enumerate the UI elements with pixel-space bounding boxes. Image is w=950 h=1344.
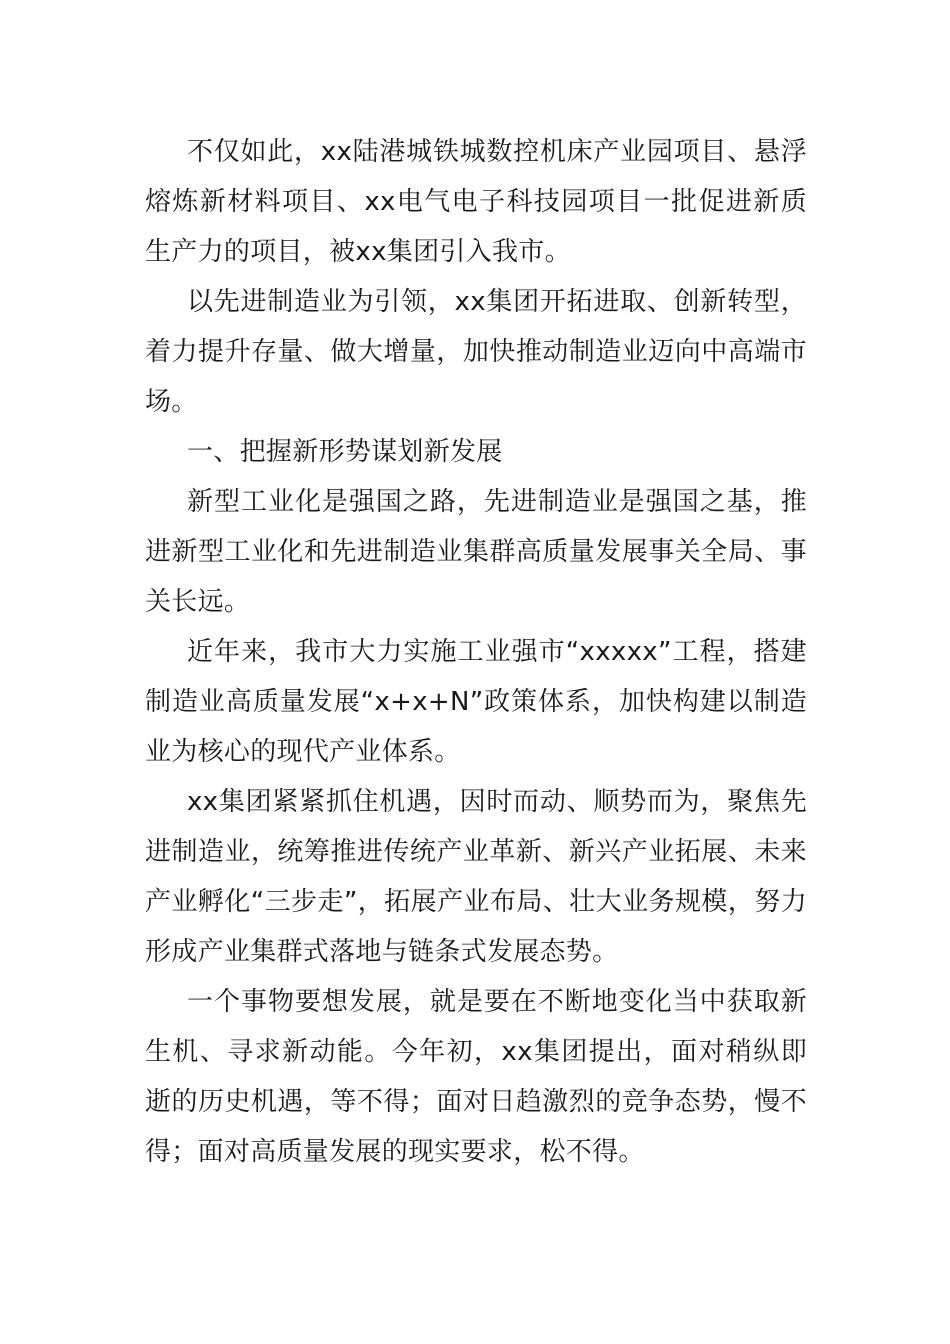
paragraph-3: 新型工业化是强国之路，先进制造业是强国之基，推进新型工业化和先进制造业集群高质量发展事关全局、事关长远。 [145, 487, 807, 617]
paragraph-5: xx集团紧紧抓住机遇，因时而动、顺势而为，聚焦先进制造业，统筹推进传统产业革新、新兴产业拓展、未来产业孵化“三步走”，拓展产业布局、壮大业务规模，努力形成产业集群式落地与链条式发展态势。 [145, 787, 807, 967]
paragraph-4: 近年来，我市大力实施工业强市“xxxxx”工程，搭建制造业高质量发展“x+x+N”政策体系，加快构建以制造业为核心的现代产业体系。 [145, 637, 807, 767]
paragraph-2: 以先进制造业为引领，xx集团开拓进取、创新转型，着力提升存量、做大增量，加快推动制造业迈向中高端市场。 [145, 287, 807, 417]
paragraph-6: 一个事物要想发展，就是要在不断地变化当中获取新生机、寻求新动能。今年初，xx集团提出，面对稍纵即逝的历史机遇，等不得；面对日趋激烈的竞争态势，慢不得；面对高质量发展的现实要求，松不得。 [145, 987, 807, 1167]
section-heading: 一、把握新形势谋划新发展 [187, 437, 503, 467]
paragraph-1: 不仅如此，xx陆港城铁城数控机床产业园项目、悬浮熔炼新材料项目、xx电气电子科技园项目一批促进新质生产力的项目，被xx集团引入我市。 [145, 137, 807, 267]
document-body [145, 127, 807, 1177]
